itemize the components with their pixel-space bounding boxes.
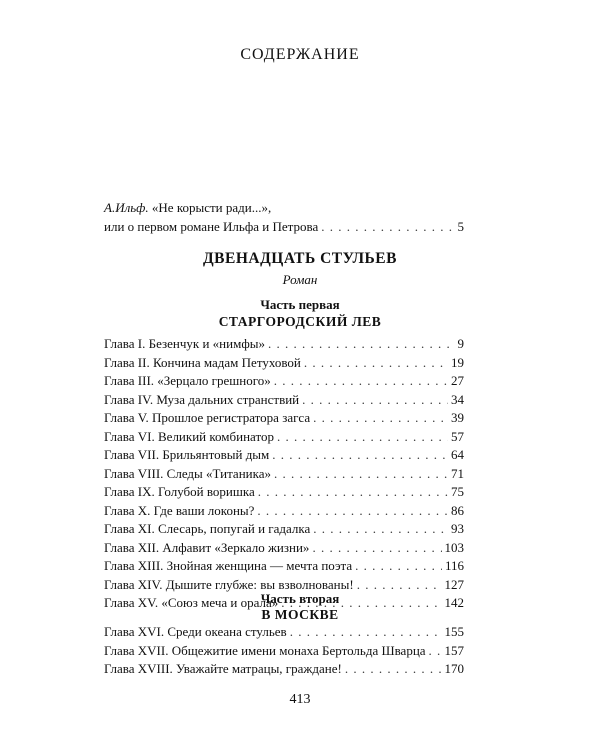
leader-dots [302, 392, 448, 408]
toc-entry [104, 503, 464, 522]
toc-entry [104, 558, 464, 577]
toc-entry [104, 624, 464, 643]
chapter-page: 34 [451, 391, 464, 407]
book-genre: Роман [282, 272, 318, 287]
part1-chapter-list [104, 336, 464, 614]
leader-dots [277, 429, 448, 445]
intro-title: «Не корысти ради...», [148, 200, 272, 215]
chapter-title: Глава VI. Великий комбинатор [104, 428, 274, 444]
leader-dots [313, 410, 448, 426]
chapter-page: 19 [451, 354, 464, 370]
intro-page: 5 [457, 219, 464, 234]
leader-dots [268, 336, 455, 352]
leader-dots [321, 217, 454, 236]
intro-line-2 [104, 217, 464, 236]
leader-dots [274, 373, 448, 389]
intro-line-1 [104, 198, 464, 217]
part2-name: В МОСКВЕ [261, 607, 339, 622]
toc-entry [104, 429, 464, 448]
intro-author: А.Ильф. [104, 200, 149, 215]
chapter-title: Глава XII. Алфавит «Зеркало жизни» [104, 539, 310, 555]
chapter-page: 157 [444, 642, 464, 658]
chapter-page: 103 [444, 539, 464, 555]
toc-entry [104, 447, 464, 466]
chapter-page: 116 [444, 558, 464, 573]
leader-dots [274, 466, 448, 482]
part1-label: Часть первая [260, 297, 340, 312]
chapter-page: 155 [444, 624, 464, 639]
chapter-title: Глава III. «Зерцало грешного» [104, 373, 271, 388]
chapter-title: Глава XVI. Среди океана стульев [104, 624, 287, 639]
chapter-title: Глава VII. Брильянтовый дым [104, 447, 270, 462]
intro-entry [104, 198, 464, 236]
leader-dots [258, 484, 448, 500]
leader-dots [272, 447, 448, 463]
page-number: 413 [289, 692, 311, 707]
chapter-title: Глава VIII. Следы «Титаника» [104, 465, 272, 481]
leader-dots [345, 661, 442, 677]
leader-dots [313, 521, 448, 537]
chapter-title: Глава XV. «Союз меча и орала» [104, 595, 279, 610]
chapter-title: Глава V. Прошлое регистратора загса [104, 410, 311, 425]
toc-entry [104, 661, 464, 680]
chapter-page: 71 [451, 465, 464, 481]
chapter-page: 127 [444, 576, 464, 592]
toc-entry [104, 336, 464, 355]
chapter-page: 39 [451, 410, 464, 425]
chapter-title: Глава XI. Слесарь, попугай и гадалка [104, 521, 311, 536]
part2-label: Часть вторая [260, 591, 340, 606]
chapter-title: Глава XVIII. Уважайте матрацы, граждане! [104, 661, 342, 676]
chapter-page: 9 [457, 336, 464, 351]
chapter-title: Глава XIII. Знойная женщина — мечта поэта [104, 558, 353, 573]
leader-dots [355, 558, 442, 574]
toc-entry [104, 355, 464, 374]
chapter-page: 57 [451, 428, 464, 444]
toc-entry [104, 540, 464, 559]
page-title: СОДЕРЖАНИЕ [240, 46, 360, 63]
chapter-title: Глава IX. Голубой воришка [104, 484, 255, 499]
leader-dots [429, 643, 442, 659]
toc-entry [104, 373, 464, 392]
part2-chapter-list [104, 624, 464, 680]
chapter-title: Глава XIV. Дышите глубже: вы взволнованы! [104, 576, 354, 592]
chapter-title: Глава IV. Муза дальних странствий [104, 391, 300, 407]
book-title: ДВЕНАДЦАТЬ СТУЛЬЕВ [203, 250, 397, 267]
leader-dots [257, 503, 448, 519]
chapter-page: 86 [451, 502, 464, 518]
part1-name: СТАРГОРОДСКИЙ ЛЕВ [218, 314, 382, 329]
chapter-page: 64 [451, 447, 464, 462]
toc-entry [104, 521, 464, 540]
chapter-title: Глава XVII. Общежитие имени монаха Бертольда Шварца [104, 642, 426, 658]
toc-entry [104, 410, 464, 429]
toc-entry [104, 484, 464, 503]
intro-subtitle: или о первом романе Ильфа и Петрова [104, 219, 319, 234]
chapter-title: Глава X. Где ваши локоны? [104, 502, 255, 518]
chapter-page: 75 [451, 484, 464, 499]
toc-entry [104, 392, 464, 411]
leader-dots [312, 540, 441, 556]
toc-entry [104, 643, 464, 662]
chapter-page: 93 [451, 521, 464, 536]
chapter-title: Глава I. Безенчук и «нимфы» [104, 336, 265, 351]
chapter-page: 170 [444, 661, 464, 676]
toc-entry [104, 466, 464, 485]
chapter-page: 27 [451, 373, 464, 388]
chapter-page: 142 [444, 595, 464, 610]
chapter-title: Глава II. Кончина мадам Петуховой [104, 354, 301, 370]
leader-dots [304, 355, 448, 371]
leader-dots [290, 624, 442, 640]
